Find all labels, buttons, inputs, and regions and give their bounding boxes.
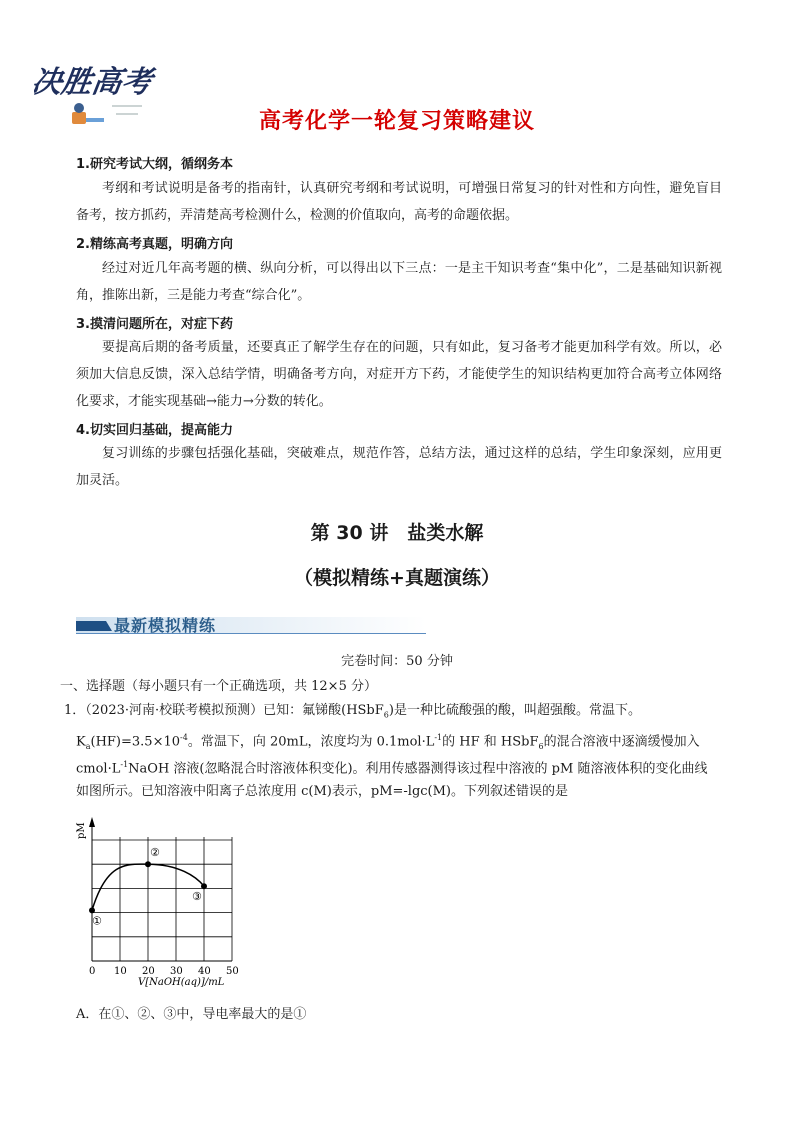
x-axis-label: V[NaOH(aq)]/mL [138,977,225,988]
x-tick-label: 10 [114,966,127,977]
data-point-label: ① [92,914,102,928]
x-tick-label: 40 [198,966,211,977]
logo-text: 决胜高考 [34,65,155,100]
question-line-4: 如图所示。已知溶液中阳离子总浓度用 c(M)表示，pM=-lgc(M)。下列叙述错误的是 [76,784,569,799]
x-tick-label: 0 [89,966,96,977]
lecture-subtitle: （模拟精练+真题演练） [294,567,500,589]
x-tick-label: 30 [170,966,183,977]
x-tick-label: 50 [226,966,239,977]
data-point [201,883,207,889]
page-title: 高考化学一轮复习策略建议 [258,109,535,134]
y-axis-label: pM [76,822,87,839]
section-heading-4: 4.切实回归基础，提高能力 [76,423,233,438]
banner-title: 最新模拟精练 [114,616,217,635]
question-line-2: $K_a(HF)=3.5\times 10^{-4}$。常温下，向 20mL，浓度均为 $0.1mol\cdot L^{-1}$的 HF 和 HSbF$_6$的混合溶液中逐滴缓慢加入 [76,733,700,751]
section-body-2: 经过对近几年高考题的横、纵向分析，可以得出以下三点：一是主干知识考查“集中化”，二是基础知识新视角，推陈出新，三是能力考查“综合化”。 [76,261,722,303]
section-body-3: 要提高后期的备考质量，还要真正了解学生存在的问题，只有如此，复习备考才能更加科学有效。所以，必须加大信息反馈，深入总结学情，明确备考方向，对症开方下药，才能使学生的知识结构更加符合高考立体网络化要求，才能实现基础→能力→分数的转化。 [76,340,722,409]
section-body-4: 复习训练的步骤包括强化基础，突破难点，规范作答，总结方法，通过这样的总结，学生印象深刻，应用更加灵活。 [76,446,722,488]
question-line-1: 1．（2023·河南·校联考模拟预测）已知：氟锑酸(HSbF$_6$)是一种比硫酸强的酸，叫超强酸。常温下。 [64,703,641,720]
section-heading-1: 1.研究考试大纲，循纲务本 [76,157,233,172]
option-a: A．在①、②、③中，导电率最大的是① [76,1007,307,1022]
section-body-1: 考纲和考试说明是备考的指南针，认真研究考纲和考试说明，可增强日常复习的针对性和方向性，避免盲目备考，按方抓药，弄清楚高考检测什么，检测的价值取向，高考的命题依据。 [76,181,722,223]
time-note: 完卷时间：50 分钟 [341,654,453,669]
section-heading-3: 3.摸清问题所在，对症下药 [76,317,233,332]
data-point [89,907,95,913]
data-point-label: ③ [192,890,202,904]
section-heading-2: 2.精练高考真题，明确方向 [76,237,233,252]
ph-chart [70,815,250,999]
data-point-label: ② [150,846,160,860]
x-tick-label: 20 [142,966,155,977]
part-heading: 一、选择题（每小题只有一个正确选项，共 12×5 分） [60,679,377,694]
data-point [145,861,151,867]
lecture-title: 第 30 讲 盐类水解 [310,522,484,544]
question-line-3: $cmol\cdot L^{-1}NaOH$ 溶液(忽略混合时溶液体积变化)。利用传感器测得该过程中溶液的 pM 随溶液体积的变化曲线 [76,760,708,777]
